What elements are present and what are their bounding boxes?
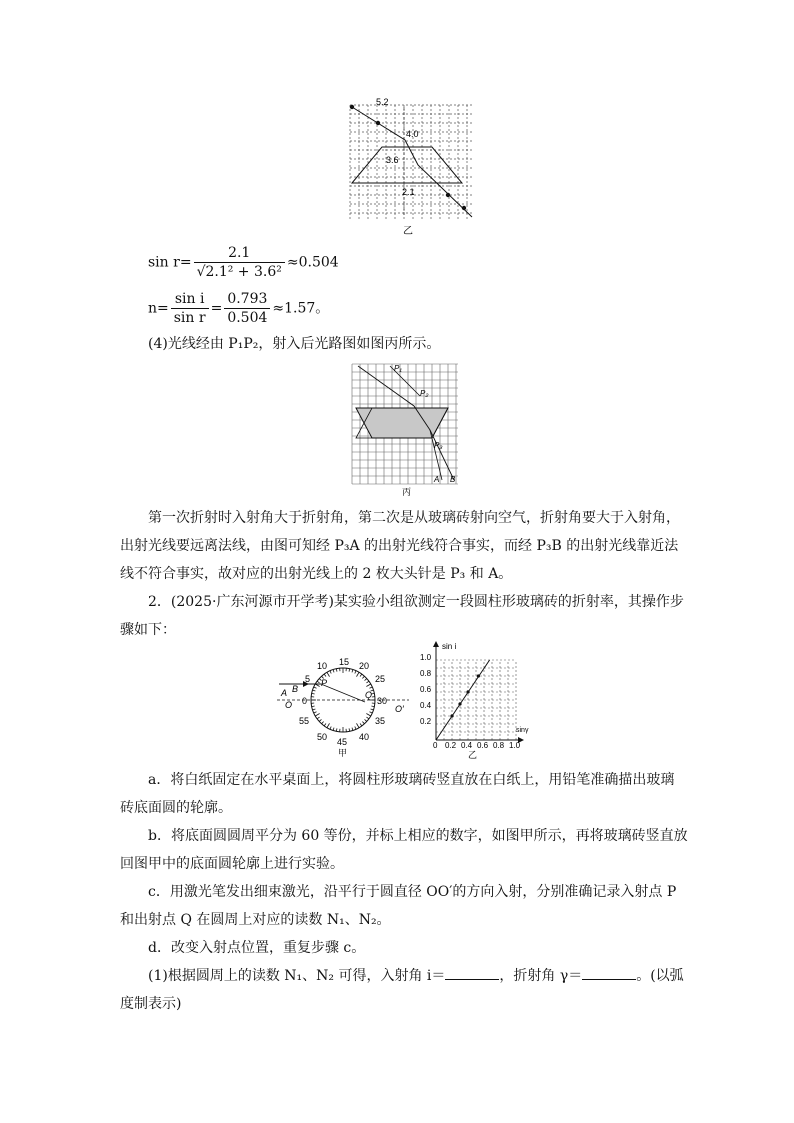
dial-label: 45: [337, 737, 348, 747]
x-tick-label: 0.4: [461, 741, 473, 750]
paragraph-4: (4)光线经由 P₁P₂，射入后光路图如图丙所示。: [148, 336, 441, 352]
text-line: 2．(2025·广东河源市开学考)某实验小组欲测定一段圆柱形玻璃砖的折射率，其操作步: [148, 594, 684, 610]
x-tick-label: 0.8: [493, 741, 505, 750]
grid: [350, 105, 472, 219]
data-point: [466, 690, 469, 693]
answer-blank-i[interactable]: [445, 965, 499, 980]
formula-numerator: sin i: [171, 290, 209, 309]
chart-grid: [436, 660, 516, 740]
dial-tick: [355, 726, 356, 729]
dial-tick: [362, 722, 364, 724]
y-tick-label: 0.8: [420, 669, 432, 678]
formula-n: [148, 290, 329, 327]
dial-tick: [366, 684, 370, 687]
question-1-cont: 度制表示): [120, 996, 182, 1012]
dial-label: 5: [305, 674, 311, 684]
dial-label: 50: [317, 732, 328, 742]
dial-tick: [313, 690, 316, 691]
y-tick-label: 1.0: [420, 653, 432, 662]
label-p1: P₁: [394, 364, 402, 373]
x-tick-label: 1.0: [509, 741, 521, 750]
q1-text: 。(以弧: [636, 968, 684, 984]
figure-caption: 丙: [402, 487, 412, 497]
label-p3: P₃: [434, 441, 443, 450]
dial-tick: [349, 728, 350, 731]
step-a-cont: 砖底面圆的轮廓。: [120, 800, 232, 816]
dial-tick: [365, 719, 367, 721]
dial-tick: [330, 726, 331, 729]
dial-tick: [352, 670, 353, 673]
dial-label: 0: [302, 696, 308, 706]
dial-tick: [312, 706, 315, 707]
dial-tick: [312, 693, 315, 694]
dial-tick: [355, 671, 356, 674]
text-line: 线不符合事实，故对应的出射光线上的 2 枚大头针是 P₃ 和 A。: [120, 566, 513, 582]
formula-result: ≈1.57。: [272, 300, 330, 317]
step-b: b．将底面圆圆周平分为 60 等份，并标上相应的数字，如图甲所示，再将玻璃砖竖直放: [148, 828, 688, 844]
figure-bing: [350, 362, 462, 498]
dial-tick: [324, 723, 326, 725]
figure-caption: 甲: [338, 748, 348, 758]
answer-blank-gamma[interactable]: [582, 965, 636, 980]
step-c: c．用激光笔发出细束激光，沿平行于圆直径 OO′的方向入射，分别准确记录入射点 P: [148, 884, 677, 900]
dial-tick: [336, 728, 337, 731]
question-2: [120, 588, 688, 644]
formula-denominator: 0.504: [227, 310, 268, 326]
dial-tick: [371, 706, 374, 707]
dial-tick: [366, 714, 370, 717]
label-p2: P₂: [420, 389, 429, 398]
y-tick-label: 0.4: [420, 701, 432, 710]
dial-tick: [314, 687, 317, 688]
dial-tick: [333, 728, 334, 731]
figure-yi-chart: [418, 640, 530, 760]
dial-label: 35: [375, 716, 386, 726]
dial-tick: [349, 669, 350, 672]
formula-denominator: sin r: [173, 310, 206, 326]
dial-label: 20: [359, 661, 370, 671]
dial-label: 30: [377, 696, 388, 706]
dial-tick: [357, 723, 360, 727]
point-o: O: [285, 700, 293, 710]
figure-caption: 乙: [468, 750, 478, 760]
dial-tick: [319, 719, 321, 721]
figure-jia: [273, 656, 413, 758]
question-1: [148, 962, 688, 990]
dial-tick: [360, 674, 362, 676]
y-tick-label: 0.6: [420, 685, 432, 694]
data-point: [458, 702, 461, 705]
dial-tick: [366, 717, 368, 719]
figure-caption: 乙: [403, 226, 413, 237]
y-axis-label: sin i: [442, 642, 457, 651]
label-b: B: [450, 475, 456, 484]
dial-tick: [369, 712, 372, 713]
point-q: Q: [365, 690, 373, 700]
data-point: [477, 674, 480, 677]
point-a: A: [281, 688, 288, 698]
data-point: [450, 714, 453, 717]
formula-numerator: 0.793: [224, 290, 270, 309]
q1-text: (1)根据圆周上的读数 N₁、N₂ 可得，入射角 i＝: [148, 968, 446, 984]
dial-label: 10: [317, 661, 328, 671]
steps: [120, 766, 688, 1018]
q1-text: ，折射角 γ＝: [499, 968, 583, 984]
dial-tick: [336, 669, 337, 672]
dial-label: 15: [339, 657, 350, 667]
dial-label: 55: [299, 716, 310, 726]
dial-tick: [324, 674, 326, 676]
point-o-prime: O′: [395, 704, 404, 714]
formula-lhs: n=: [148, 300, 169, 317]
formula-lhs: sin r=: [148, 254, 192, 271]
dial-tick: [369, 687, 372, 688]
dial-tick: [352, 728, 353, 731]
glass-brick-outline: [352, 147, 462, 183]
dial-tick: [327, 672, 330, 676]
step-b-cont: 回图甲中的底面圆轮廓上进行实验。: [120, 856, 344, 872]
text-line: 第一次折射时入射角大于折射角，第二次是从玻璃砖射向空气，折射角要大于入射角，: [148, 510, 680, 526]
dial-tick: [322, 722, 324, 724]
text-line: 出射光线要远离法线，由图可知经 P₃A 的出射光线符合事实，而经 P₃B 的出射光线靠近法: [120, 538, 679, 554]
dial-tick: [366, 681, 368, 683]
dial-tick: [360, 723, 362, 725]
dial-label: 25: [375, 674, 386, 684]
label-4-0: 4.0: [406, 129, 419, 139]
formula-numerator: 2.1: [194, 244, 285, 263]
dial-tick: [317, 717, 319, 719]
label-a: A: [434, 475, 440, 484]
dial-tick: [365, 679, 367, 681]
dial-label: 40: [359, 732, 370, 742]
point-p: P: [321, 678, 328, 688]
dial-tick: [315, 714, 319, 717]
label-5-2: 5.2: [376, 97, 389, 107]
label-2-1: 2.1: [402, 187, 415, 197]
dial-tick: [313, 709, 316, 710]
dial-tick: [371, 709, 374, 710]
step-c-cont: 和出射点 Q 在圆周上对应的读数 N₁、N₂。: [120, 912, 391, 928]
text-line: 骤如下：: [120, 622, 176, 638]
step-d: d．改变入射点位置，重复步骤 c。: [148, 940, 366, 956]
dial-tick: [330, 671, 331, 674]
x-tick-label: 0.2: [445, 741, 457, 750]
y-tick-label: 0.2: [420, 717, 432, 726]
figure-yi-top: [340, 95, 475, 240]
formula-equals: =: [210, 300, 223, 317]
point-b: B: [292, 684, 299, 694]
explanation: [120, 504, 688, 588]
label-3-6: 3.6: [386, 155, 399, 165]
x-axis-label: sinγ: [516, 727, 529, 734]
dial-tick: [333, 670, 334, 673]
x-tick-label: 0: [433, 741, 438, 750]
dial-tick: [362, 676, 364, 678]
step-a: a．将白纸固定在水平桌面上，将圆柱形玻璃砖竖直放在白纸上，用铅笔准确描出玻璃: [148, 772, 675, 788]
dial-tick: [317, 681, 319, 683]
dial-tick: [327, 723, 330, 727]
formula-sin-r: [148, 244, 339, 281]
formula-denominator: √2.1² + 3.6²: [196, 264, 282, 280]
dial-tick: [357, 672, 360, 676]
x-tick-label: 0.6: [477, 741, 489, 750]
formula-result: ≈0.504: [286, 254, 339, 271]
dial-tick: [314, 712, 317, 713]
